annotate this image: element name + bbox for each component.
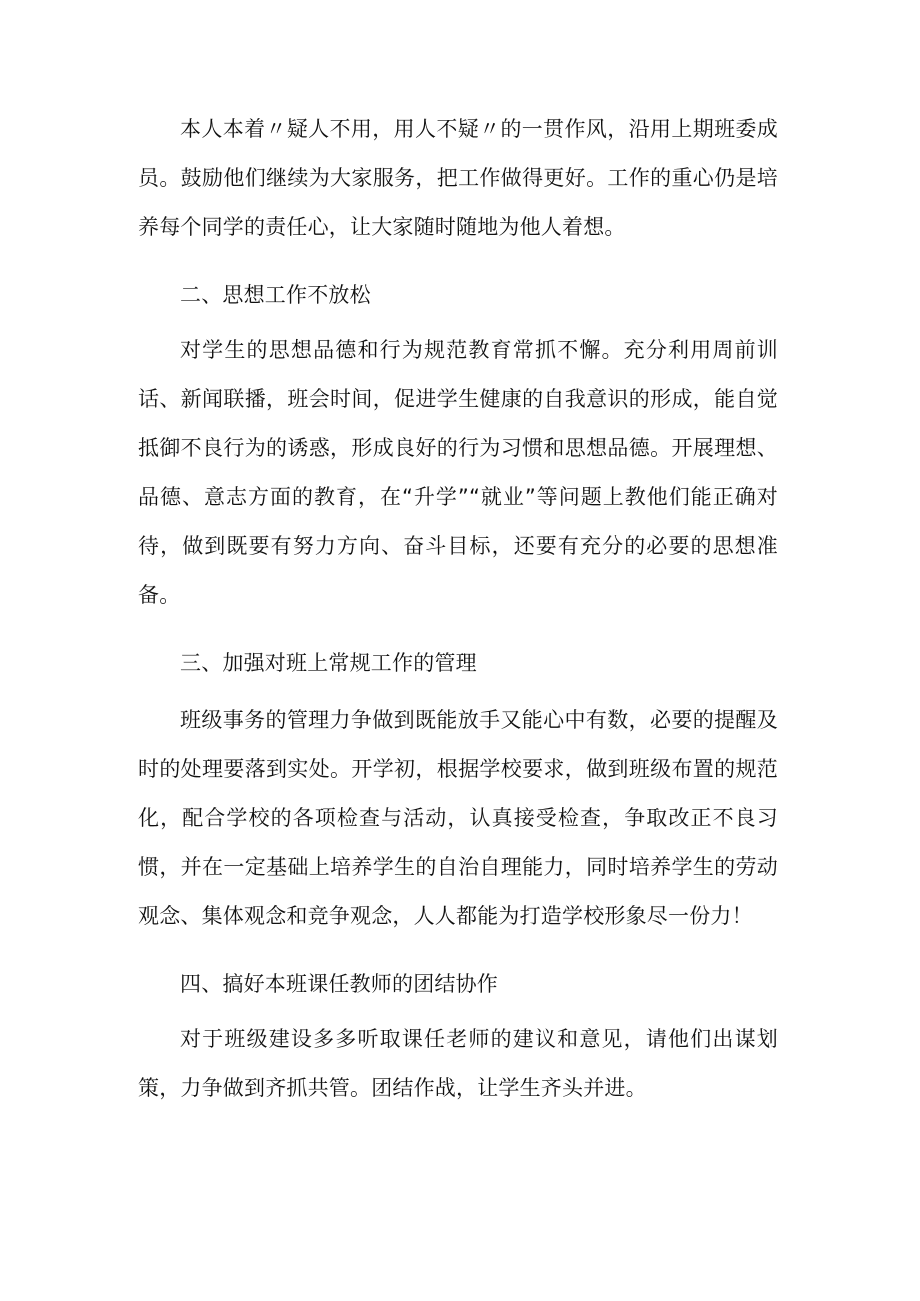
heading-teacher-cooperation: 四、搞好本班课任教师的团结协作 bbox=[180, 972, 498, 996]
paragraph-teacher-cooperation: 对于班级建设多多听取课任老师的建议和意见，请他们出谋划策，力争做到齐抓共管。团结作战，让学生齐头并进。 bbox=[138, 1027, 778, 1100]
paragraph-class-committee: 本人本着〃疑人不用，用人不疑〃的一贯作风，沿用上期班委成员。鼓励他们继续为大家服务，把工作做得更好。工作的重心仍是培养每个同学的责任心，让大家随时随地为他人着想。 bbox=[138, 117, 778, 239]
paragraph-ideological-work: 对学生的思想品德和行为规范教育常抓不懈。充分利用周前训话、新闻联播，班会时间，促进学生健康的自我意识的形成，能自觉抵御不良行为的诱惑，形成良好的行为习惯和思想品德。开展理想、品德、意志方面的教育，在“升学”“就业”等问题上教他们能正确对待，做到既要有努力方向、奋斗目标，还要有充分的必要的思想准备。 bbox=[138, 338, 778, 607]
heading-routine-management: 三、加强对班上常规工作的管理 bbox=[180, 651, 477, 675]
heading-ideological-work: 二、思想工作不放松 bbox=[180, 283, 371, 307]
document-body bbox=[138, 105, 778, 1132]
paragraph-routine-management: 班级事务的管理力争做到既能放手又能心中有数，必要的提醒及时的处理要落到实处。开学初，根据学校要求，做到班级布置的规范化，配合学校的各项检查与活动，认真接受检查，争取改正不良习惯，并在一定基础上培养学生的自治自理能力，同时培养学生的劳动观念、集体观念和竞争观念，人人都能为打造学校形象尽一份力！ bbox=[138, 708, 778, 928]
